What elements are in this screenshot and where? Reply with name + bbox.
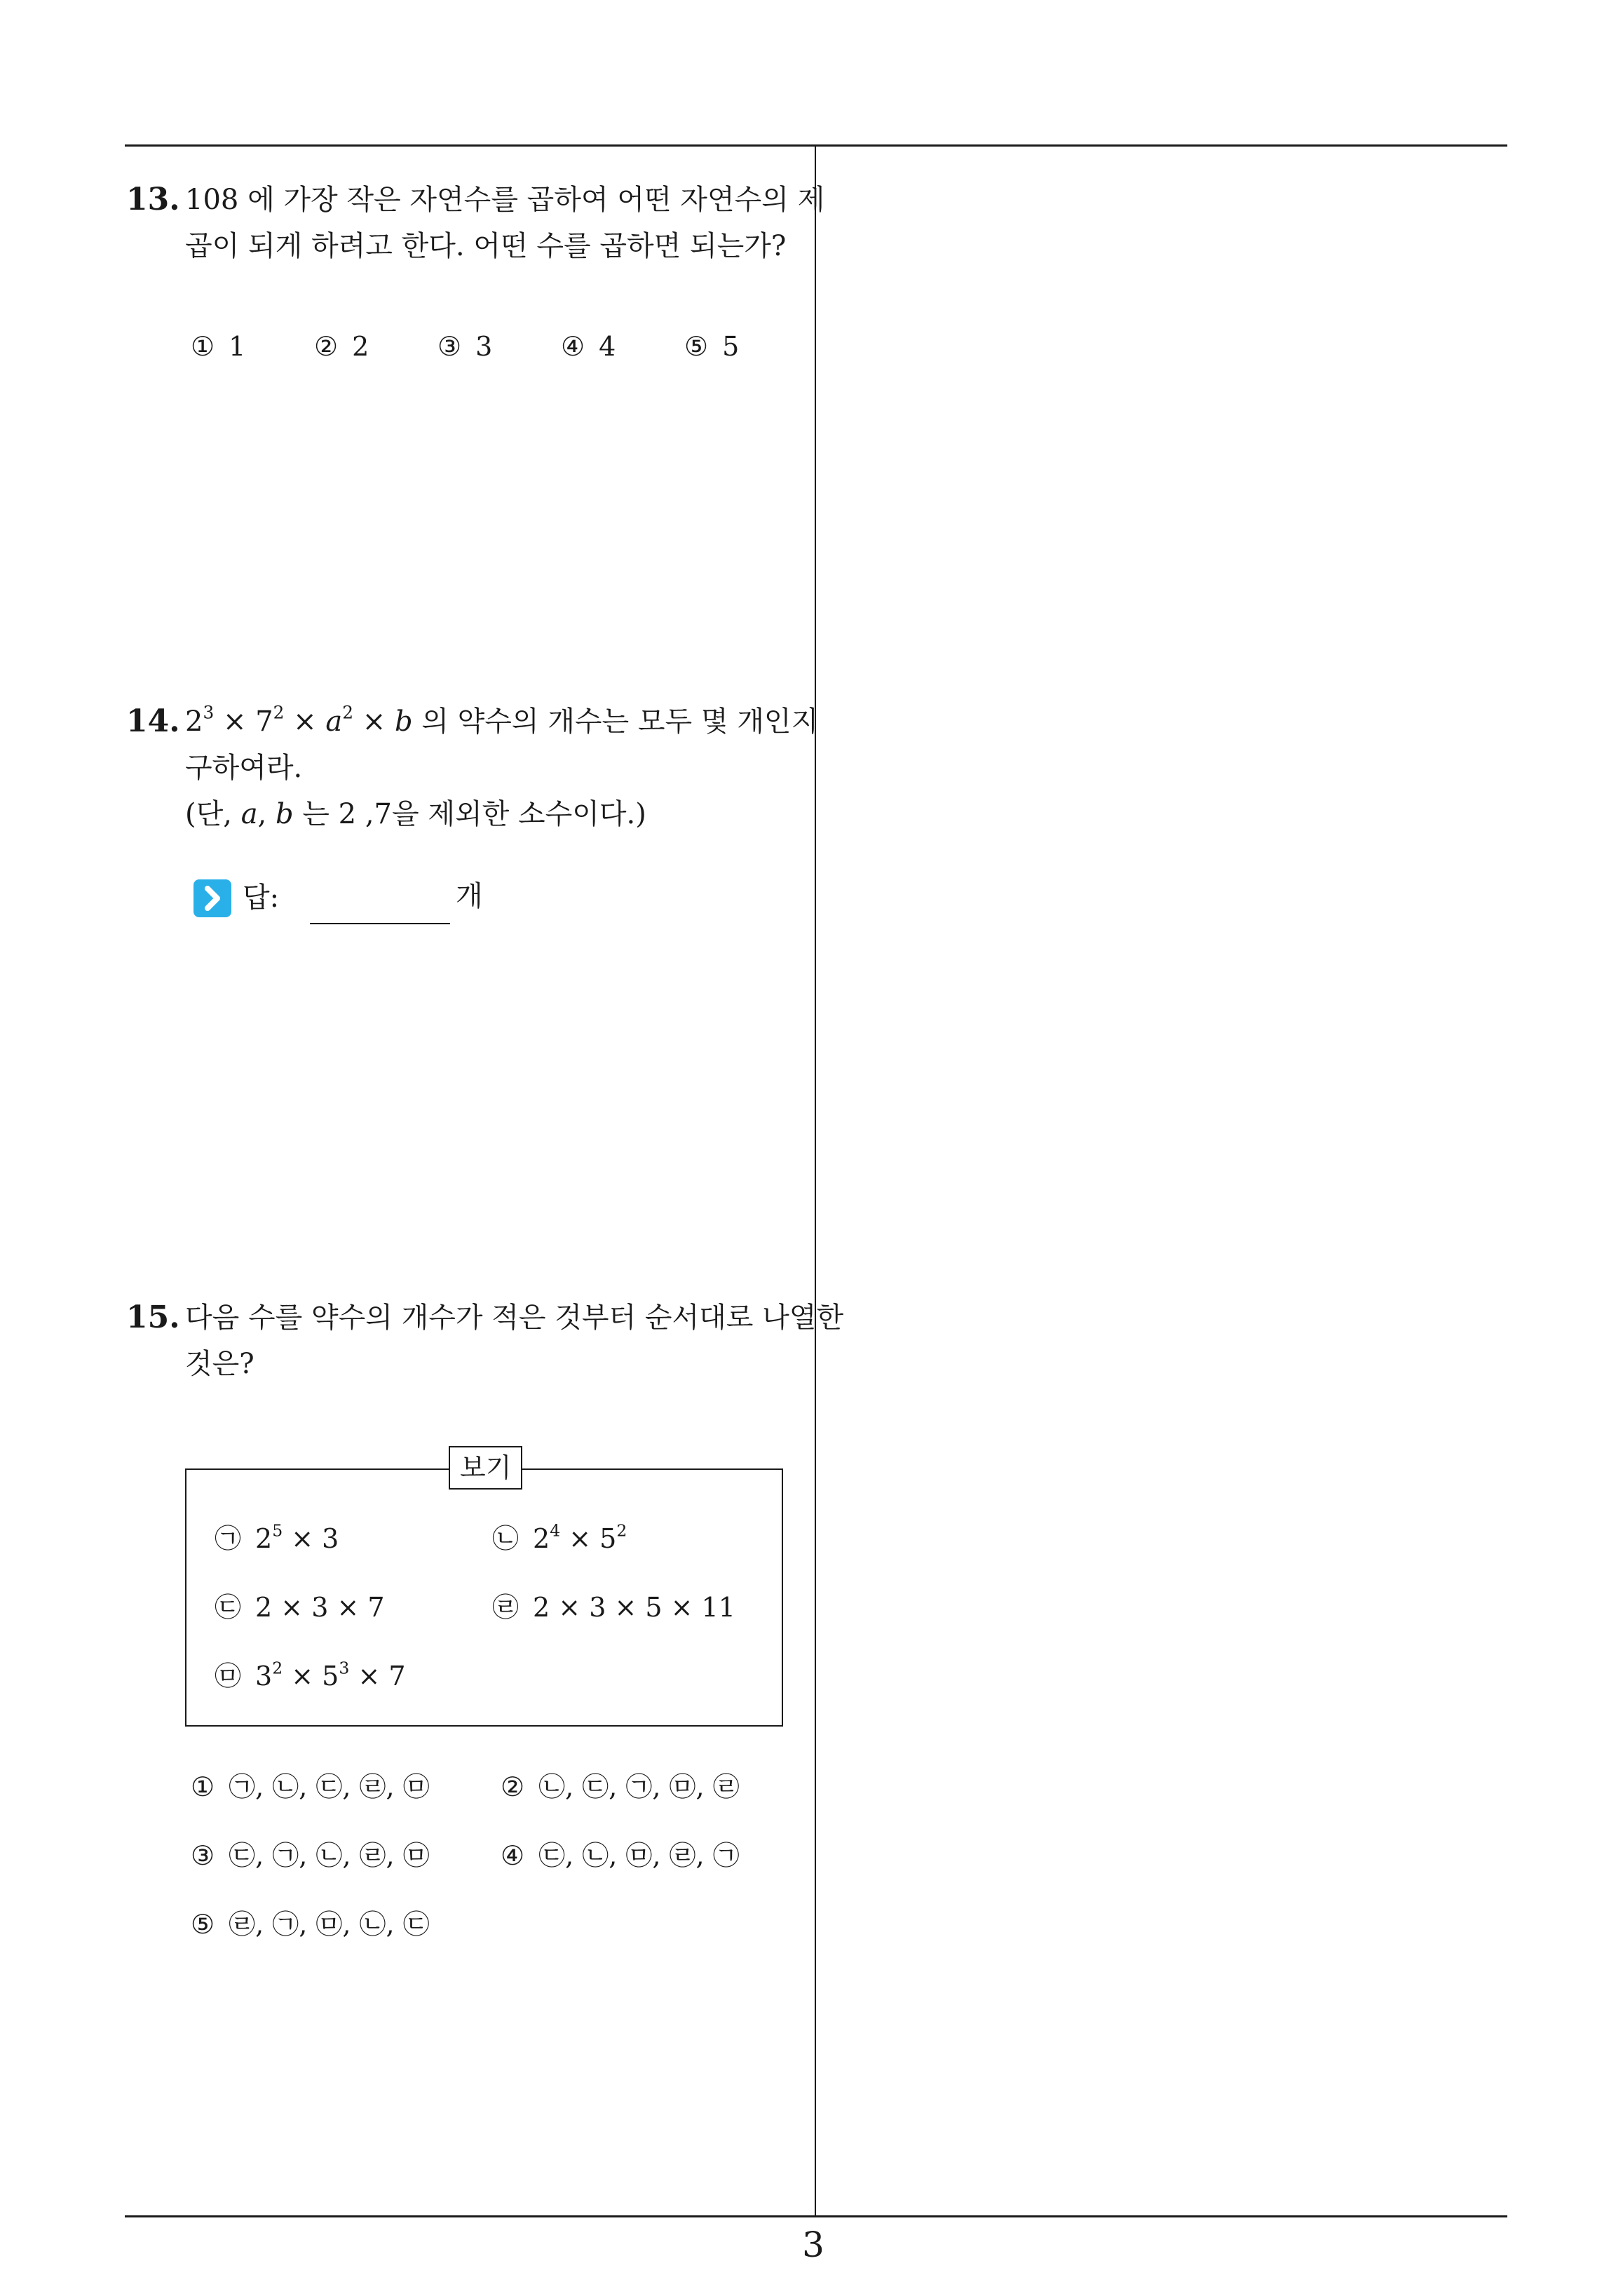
column-divider	[815, 144, 816, 2217]
choice-text: ㉣, ㉠, ㉤, ㉡, ㉢	[229, 1909, 430, 1940]
bogi-item	[215, 1588, 385, 1627]
answer-blank[interactable]	[310, 889, 450, 924]
question-text-line-1: 108 에 가장 작은 자연수를 곱하여 어떤 자연수의 제	[185, 184, 825, 216]
exponent: 2	[272, 1658, 283, 1678]
choice-1[interactable]	[191, 1767, 430, 1807]
choice-text: 4	[599, 331, 616, 362]
choice-5[interactable]	[191, 1905, 430, 1944]
expr-exponent: 2	[273, 702, 285, 723]
expr-term: 7	[255, 705, 273, 738]
choice-mark: ①	[191, 331, 215, 362]
choice-4[interactable]	[561, 327, 616, 366]
choice-2[interactable]	[314, 327, 369, 366]
choice-text: ㉠, ㉡, ㉢, ㉣, ㉤	[229, 1771, 430, 1802]
condition-text: (단,	[185, 798, 241, 830]
bogi-mark: ㉢	[215, 1592, 242, 1623]
choice-text: 2	[352, 331, 369, 362]
question-text-line-2: 것은?	[185, 1348, 254, 1380]
bogi-box	[185, 1452, 783, 1727]
condition-text: ,	[257, 798, 276, 830]
choice-2[interactable]	[501, 1767, 740, 1807]
question-text-line-1: 다음 수를 약수의 개수가 적은 것부터 순서대로 나열한	[185, 1302, 844, 1334]
choice-3[interactable]	[437, 327, 492, 366]
bogi-mark: ㉠	[215, 1523, 242, 1554]
expr: 2 × 3 × 7	[255, 1592, 385, 1623]
question-condition	[185, 791, 646, 837]
bogi-mark: ㉤	[215, 1661, 242, 1691]
bogi-item	[492, 1519, 627, 1558]
top-rule	[125, 144, 1507, 147]
times-sign: ×	[353, 705, 395, 738]
bogi-mark: ㉡	[492, 1523, 520, 1554]
times-sign: ×	[284, 705, 326, 738]
condition-text: 는 2 ,7을 제외한 소수이다.)	[293, 798, 646, 830]
expr-variable: a	[325, 705, 343, 738]
arrow-icon	[193, 879, 231, 917]
expr: 2 × 3 × 5 × 11	[533, 1592, 735, 1623]
exponent: 5	[272, 1520, 283, 1541]
choice-mark: ⑤	[684, 331, 709, 362]
choice-mark: ②	[314, 331, 339, 362]
page-number: 3	[802, 2224, 824, 2265]
choice-text: 5	[722, 331, 740, 362]
bogi-title: 보기	[449, 1446, 522, 1490]
choice-text: 1	[229, 331, 246, 362]
choice-text: ㉡, ㉢, ㉠, ㉤, ㉣	[538, 1771, 740, 1802]
expr-mid: × 5	[560, 1523, 617, 1554]
answer-unit: 개	[456, 880, 483, 912]
answer-label: 답:	[243, 882, 280, 914]
expr-mid: × 5	[283, 1661, 339, 1691]
question-13	[126, 177, 825, 373]
expr-exponent: 2	[342, 702, 354, 723]
expr-term: 2	[185, 705, 203, 738]
choice-mark: ③	[437, 331, 462, 362]
choice-5[interactable]	[684, 327, 739, 366]
choice-1[interactable]	[191, 327, 245, 366]
choice-mark: ④	[561, 331, 585, 362]
expr-rest: × 3	[283, 1523, 339, 1554]
choice-text: ㉢, ㉡, ㉤, ㉣, ㉠	[538, 1840, 740, 1871]
choice-3[interactable]	[191, 1836, 430, 1875]
question-text-line-2: 곱이 되게 하려고 한다. 어떤 수를 곱하면 되는가?	[185, 230, 787, 262]
choice-4[interactable]	[501, 1836, 740, 1875]
variable-a: a	[240, 798, 258, 830]
question-number: 15.	[126, 1299, 180, 1335]
choice-text: 3	[475, 331, 493, 362]
bogi-item	[215, 1656, 406, 1696]
question-number: 13.	[126, 182, 180, 217]
answer-row	[193, 875, 483, 931]
question-15	[126, 1295, 844, 1940]
choice-mark: ⑤	[191, 1909, 215, 1940]
question-text-line-1	[185, 698, 818, 745]
times-sign: ×	[214, 705, 256, 738]
question-14	[126, 698, 819, 951]
exponent: 3	[339, 1658, 350, 1678]
expr-exponent: 3	[203, 702, 215, 723]
base: 2	[533, 1523, 550, 1554]
bottom-rule	[125, 2215, 1507, 2217]
exponent: 2	[616, 1520, 627, 1541]
choice-mark: ③	[191, 1840, 215, 1871]
expr-rest: × 7	[349, 1661, 406, 1691]
choice-mark: ②	[501, 1771, 525, 1802]
variable-b: b	[275, 798, 294, 830]
bogi-item	[215, 1519, 339, 1558]
choice-text: ㉢, ㉠, ㉡, ㉣, ㉤	[229, 1840, 430, 1871]
question-text: 의 약수의 개수는 모두 몇 개인지	[412, 705, 819, 738]
base: 3	[255, 1661, 273, 1691]
bogi-mark: ㉣	[492, 1592, 520, 1623]
question-number: 14.	[126, 703, 180, 739]
expr-variable: b	[394, 705, 413, 738]
exponent: 4	[550, 1520, 561, 1541]
choice-mark: ①	[191, 1771, 215, 1802]
base: 2	[255, 1523, 273, 1554]
choice-mark: ④	[501, 1840, 525, 1871]
bogi-item	[492, 1588, 735, 1627]
question-text-line-2: 구하여라.	[185, 752, 303, 784]
